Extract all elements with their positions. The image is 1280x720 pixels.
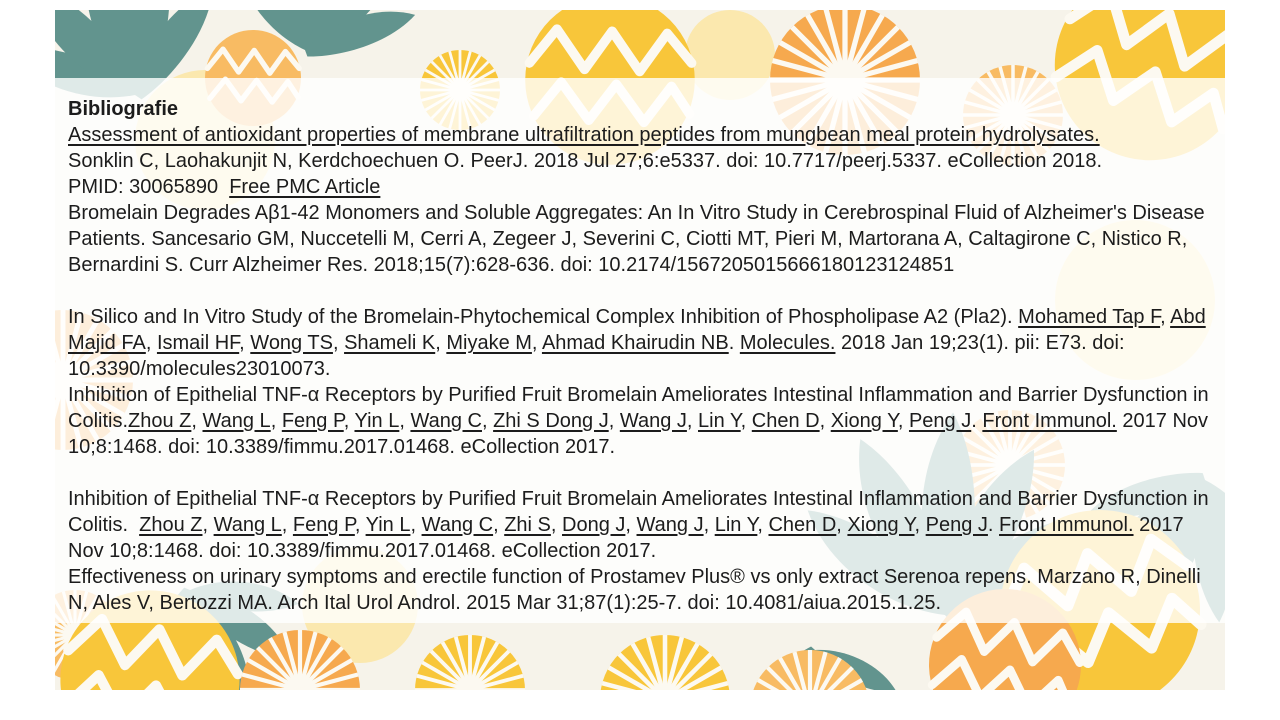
citation-text: , [399, 410, 411, 432]
citation-text: , [914, 514, 926, 536]
citation-text: . [728, 332, 740, 354]
citation-link[interactable]: Wong TS [250, 332, 333, 354]
citation-link[interactable]: Lin Y [714, 514, 758, 536]
bibliography-entry [68, 304, 1220, 382]
citation-text: , [145, 332, 157, 354]
citation-link[interactable]: Molecules. [739, 332, 836, 354]
citation-link[interactable]: Zhi S Dong J [493, 410, 609, 432]
citation-link[interactable]: Mohamed Tap F [1018, 306, 1161, 328]
citation-text: 2018 Jan 19;23(1). pii: E73. doi: 10.3390/molecules23010073. [68, 332, 1125, 380]
citation-text: Inhibition of Epithelial TNF-α Receptors by Purified Fruit Bromelain Ameliorates Intestinal Inflammation and Barrier Dysfunction in Colitis. [68, 384, 1209, 432]
citation-text: , [608, 410, 620, 432]
citation-link[interactable]: Front Immunol. [999, 514, 1134, 536]
citation-link[interactable]: Ahmad Khairudin NB [541, 332, 729, 354]
citation-text: , [493, 514, 505, 536]
citation-text: , [897, 410, 909, 432]
citation-link[interactable]: Front Immunol. [982, 410, 1117, 432]
citation-text: , [202, 514, 214, 536]
citation-text: PMID: 30065890 [68, 176, 230, 198]
citation-link[interactable]: Yin L [365, 514, 411, 536]
citation-link[interactable]: Chen D [768, 514, 837, 536]
citation-link[interactable]: Wang J [636, 514, 704, 536]
sunburst-icon [415, 635, 525, 690]
citation-link[interactable]: Lin Y [698, 410, 741, 432]
citation-text: , [270, 410, 282, 432]
citation-link[interactable]: Xiong Y [847, 514, 915, 536]
citation-text: , [332, 332, 345, 354]
citation-link[interactable]: Ismail HF [156, 332, 240, 354]
citation-text: , [625, 514, 637, 536]
bibliography-entry [68, 564, 1220, 616]
citation-text: , [239, 332, 251, 354]
citation-text: 2017 Nov 10;8:1468. doi: 10.3389/fimmu.2017.01468. eCollection 2017. [68, 410, 1209, 458]
citation-text: , [819, 410, 831, 432]
citation-link[interactable]: Wang J [619, 410, 687, 432]
pineapple-background [55, 10, 1225, 690]
citation-link[interactable]: Zhou Z [139, 514, 203, 536]
citation-link[interactable]: Dong J [562, 514, 626, 536]
citation-text: , [703, 514, 715, 536]
citation-text: , [435, 332, 447, 354]
citation-text: Sonklin C, Laohakunjit N, Kerdchoechuen O. PeerJ. 2018 Jul 27;6:e5337. doi: 10.7717/peerj.5337. eCollection 2018. [68, 150, 1103, 172]
citation-link[interactable]: Peng J [925, 514, 988, 536]
citation-text: , [686, 410, 699, 432]
bibliography-entry [68, 122, 1220, 200]
bibliography-entry [68, 200, 1220, 278]
citation-text: 2017 Nov 10;8:1468. doi: 10.3389/fimmu.2017.01468. eCollection 2017. [68, 514, 1184, 562]
citation-link[interactable]: Miyake M [446, 332, 532, 354]
citation-text: . [987, 514, 1000, 536]
citation-link[interactable]: Chen D [751, 410, 820, 432]
citation-text: , [836, 514, 848, 536]
citation-text: , [410, 514, 422, 536]
citation-link[interactable]: Wang C [410, 410, 482, 432]
citation-link[interactable]: Assessment of antioxidant properties of membrane ultrafiltration peptides from mungbean meal protein hydrolysates. [68, 124, 1100, 146]
citation-text: , [1160, 306, 1171, 328]
citation-text: , [757, 514, 769, 536]
citation-text: , [354, 514, 366, 536]
citation-text: , [550, 514, 563, 536]
citation-text: In Silico and In Vitro Study of the Bromelain-Phytochemical Complex Inhibition of Phospholipase A2 (Pla2). [68, 306, 1019, 328]
citation-link[interactable]: Shameli K [344, 332, 436, 354]
citation-link[interactable]: Peng J [908, 410, 972, 432]
citation-link[interactable]: Wang L [202, 410, 271, 432]
citation-text: , [343, 410, 355, 432]
citation-text: . [971, 410, 983, 432]
bibliography-entry [68, 486, 1220, 564]
citation-text: Inhibition of Epithelial TNF-α Receptors by Purified Fruit Bromelain Ameliorates Intestinal Inflammation and Barrier Dysfunction in Colitis. [68, 488, 1209, 536]
citation-text: , [191, 410, 203, 432]
citation-text: , [481, 410, 494, 432]
citation-link[interactable]: Feng P [292, 514, 355, 536]
citation-link[interactable]: Xiong Y [830, 410, 898, 432]
citation-text: , [531, 332, 542, 354]
citation-link[interactable]: Abd Majid FA [68, 306, 1206, 354]
bibliography-entry [68, 382, 1220, 460]
citation-link[interactable]: Free PMC Article [229, 176, 381, 198]
citation-text: Effectiveness on urinary symptoms and erectile function of Prostamev Plus® vs only extract Serenoa repens. Marzano R, Dinelli N, Ales V, Bertozzi MA. Arch Ital Urol Androl. 2015 Mar 31;87(1):25-7. doi: 10.4081/aiua.2015.1.25. [68, 566, 1201, 614]
page-title: Bibliografie [68, 98, 179, 120]
citation-link[interactable]: Yin L [354, 410, 400, 432]
citation-text: , [281, 514, 293, 536]
bibliography-entries [68, 122, 1220, 616]
citation-link[interactable]: Feng P [281, 410, 344, 432]
citation-link[interactable]: Wang L [213, 514, 282, 536]
sunburst-icon [600, 635, 730, 690]
citation-text: , [740, 410, 752, 432]
citation-link[interactable]: Zhi S [504, 514, 551, 536]
bibliography-section [68, 96, 1220, 616]
citation-text: Bromelain Degrades Aβ1-42 Monomers and Soluble Aggregates: An In Vitro Study in Cerebrospinal Fluid of Alzheimer's Disease Patients. Sancesario GM, Nuccetelli M, Cerri A, Zegeer J, Severini C, Ciotti MT, Pieri M, Martorana A, Caltagirone C, Nistico R, Bernardini S. Curr Alzheimer Res. 2018;15(7):628-636. doi: 10.2174/1567205015666180123124851 [68, 202, 1205, 276]
citation-link[interactable]: Wang C [421, 514, 494, 536]
citation-link[interactable]: Zhou Z [128, 410, 192, 432]
